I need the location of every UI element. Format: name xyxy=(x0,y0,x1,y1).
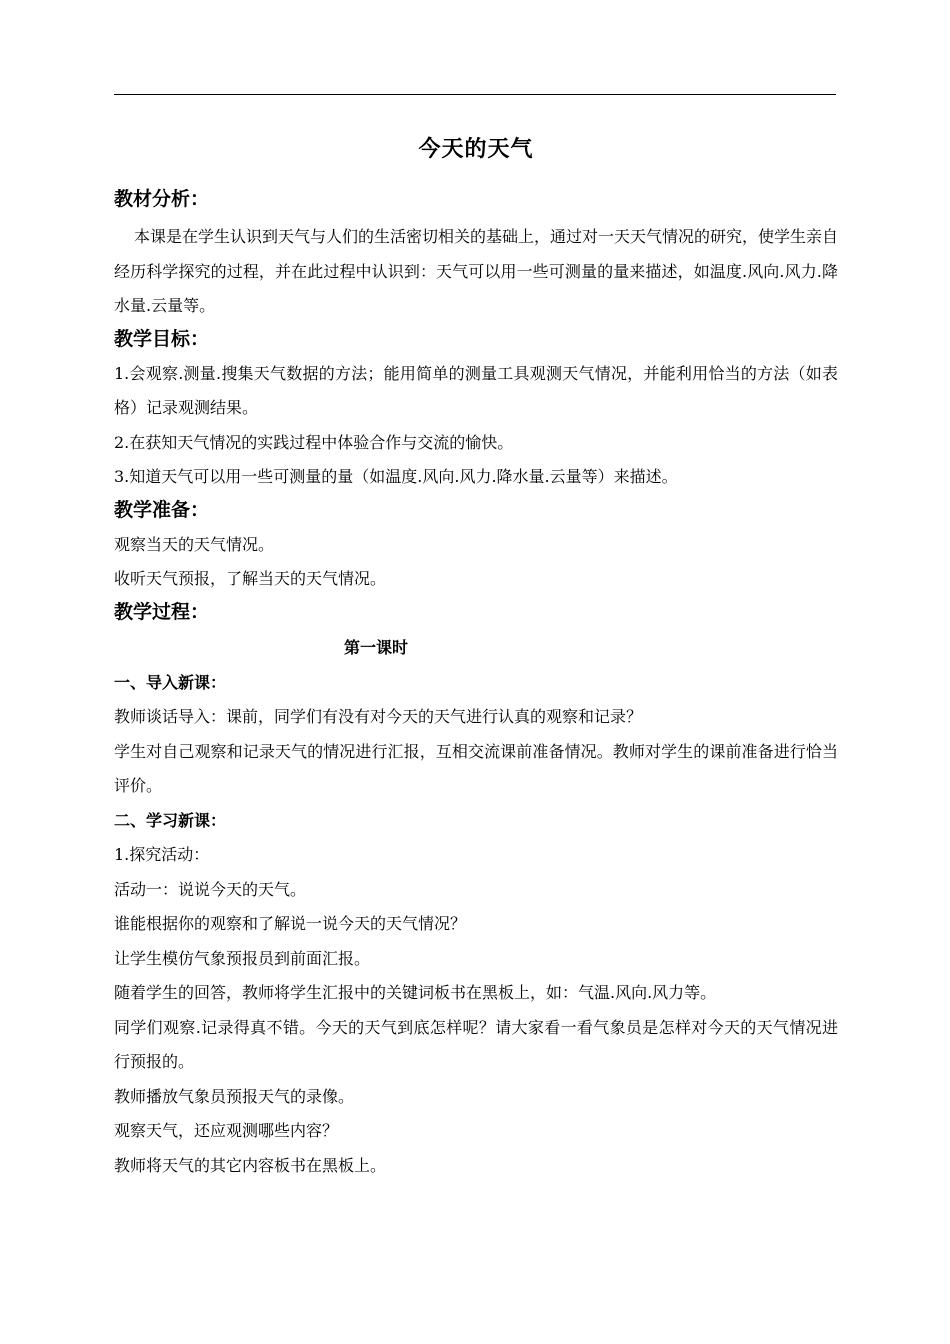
part2-line-4: 让学生模仿气象预报员到前面汇报。 xyxy=(114,948,371,968)
part1-line-2: 学生对自己观察和记录天气的情况进行汇报，互相交流课前准备情况。教师对学生的课前准备进行恰当评价。 xyxy=(114,741,838,795)
preparation-item-1: 观察当天的天气情况。 xyxy=(114,534,275,554)
section-heading-process: 教学过程： xyxy=(114,600,210,623)
goal-item-2: 2.在获知天气情况的实践过程中体验合作与交流的愉快。 xyxy=(114,432,514,452)
part1-line-1: 教师谈话导入：课前，同学们有没有对今天的天气进行认真的观察和记录？ xyxy=(114,707,643,726)
part2-line-3: 谁能根据你的观察和了解说一说今天的天气情况？ xyxy=(114,914,467,933)
part2-line-2: 活动一：说说今天的天气。 xyxy=(114,879,307,899)
part1-heading: 一、导入新课： xyxy=(114,672,227,692)
part2-line-6: 同学们观察.记录得真不错。今天的天气到底怎样呢？请大家看一看气象员是怎样对今天的天气情况进行预报的。 xyxy=(114,1017,838,1071)
page-title: 今天的天气 xyxy=(418,137,534,162)
header-rule xyxy=(114,94,836,95)
part2-line-9: 教师将天气的其它内容板书在黑板上。 xyxy=(114,1155,387,1175)
section-heading-analysis: 教材分析： xyxy=(114,188,210,210)
preparation-item-2: 收听天气预报，了解当天的天气情况。 xyxy=(114,569,387,588)
analysis-paragraph: 本课是在学生认识到天气与人们的生活密切相关的基础上，通过对一天天气情况的研究，使学生亲自经历科学探究的过程，并在此过程中认识到：天气可以用一些可测量的量来描述，如温度.风向.风力.降水量.云量等。 xyxy=(114,227,839,315)
lesson-title: 第一课时 xyxy=(344,637,409,657)
section-heading-goals: 教学目标： xyxy=(114,327,210,350)
part2-line-8: 观察天气，还应观测哪些内容？ xyxy=(114,1121,339,1140)
part2-line-1: 1.探究活动： xyxy=(114,845,210,864)
part2-line-5: 随着学生的回答，教师将学生汇报中的关键词板书在黑板上，如：气温.风向.风力等。 xyxy=(114,983,717,1002)
part2-line-7: 教师播放气象员预报天气的录像。 xyxy=(114,1086,355,1106)
part2-heading: 二、学习新课： xyxy=(114,810,227,830)
goal-item-3: 3.知道天气可以用一些可测量的量（如温度.风向.风力.降水量.云量等）来描述。 xyxy=(114,467,678,486)
section-heading-preparation: 教学准备： xyxy=(114,498,210,521)
goal-item-1: 1.会观察.测量.搜集天气数据的方法；能用简单的测量工具观测天气情况，并能利用恰当的方法（如表格）记录观测结果。 xyxy=(114,363,838,417)
document-body xyxy=(114,130,838,1183)
